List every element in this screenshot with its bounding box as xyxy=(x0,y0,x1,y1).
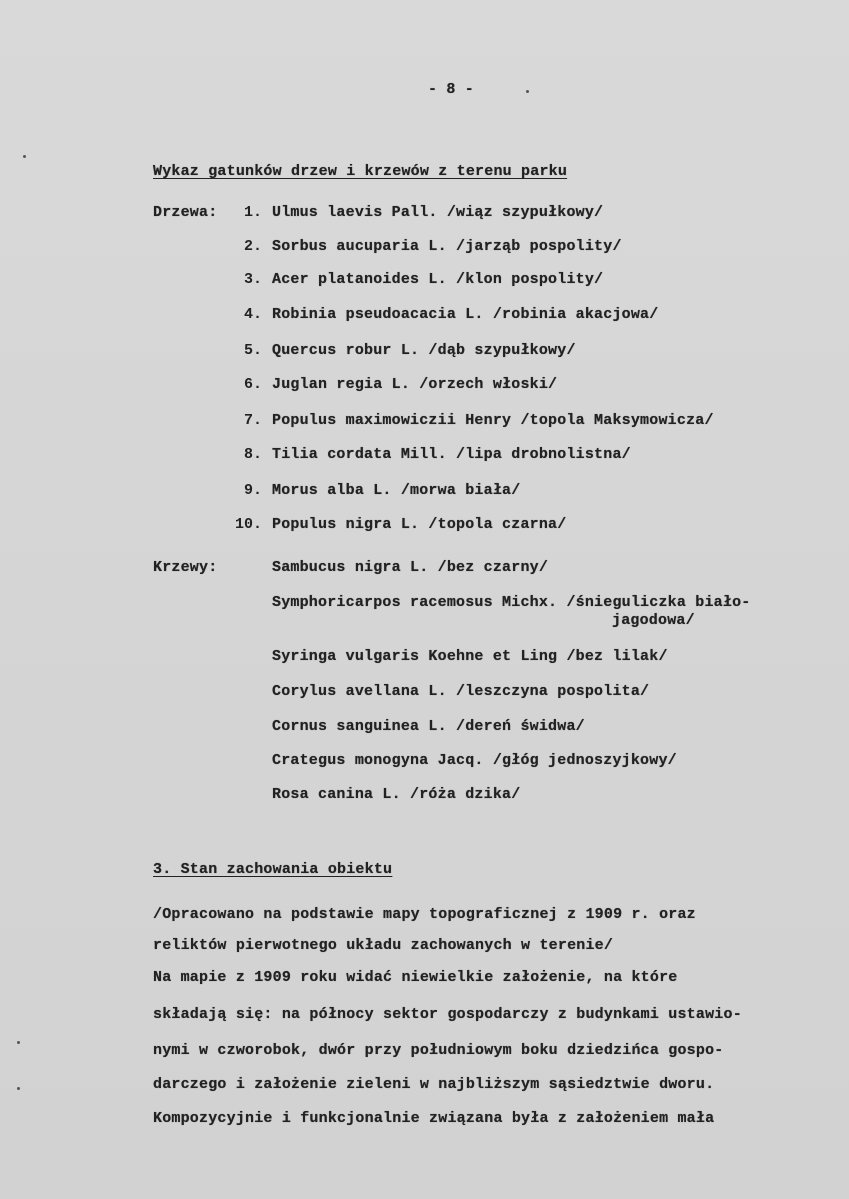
shrubs-label: Krzewy: xyxy=(153,559,218,576)
body-line: nymi w czworobok, dwór przy południowym boku dziedzińca gospo- xyxy=(153,1042,724,1059)
section-3-heading: 3. Stan zachowania obiektu xyxy=(153,861,393,878)
tree-item-text: Morus alba L. /morwa biała/ xyxy=(272,482,521,499)
tree-item-text: Juglan regia L. /orzech włoski/ xyxy=(272,376,558,393)
tree-item-number: 9. xyxy=(243,482,262,499)
scan-speck-mark xyxy=(17,1041,20,1044)
scan-speck-mark xyxy=(17,1087,20,1090)
shrub-item: Crategus monogyna Jacq. /głóg jednoszyjkowy/ xyxy=(272,752,677,769)
trees-label: Drzewa: xyxy=(153,204,218,221)
tree-item-number: 10. xyxy=(234,516,262,533)
body-line: /Opracowano na podstawie mapy topograficznej z 1909 r. oraz xyxy=(153,906,696,923)
page-number: - 8 - xyxy=(428,81,475,98)
tree-item-text: Quercus robur L. /dąb szypułkowy/ xyxy=(272,342,576,359)
shrub-item: Sambucus nigra L. /bez czarny/ xyxy=(272,559,549,576)
shrub-item: Corylus avellana L. /leszczyna pospolita/ xyxy=(272,683,650,700)
body-line: składają się: na północy sektor gospodarczy z budynkami ustawio- xyxy=(153,1006,742,1023)
body-line: darczego i założenie zieleni w najbliższym sąsiedztwie dworu. xyxy=(153,1076,715,1093)
tree-item-text: Sorbus aucuparia L. /jarząb pospolity/ xyxy=(272,238,622,255)
shrub-item: Syringa vulgaris Koehne et Ling /bez lilak/ xyxy=(272,648,668,665)
tree-item-text: Populus nigra L. /topola czarna/ xyxy=(272,516,567,533)
tree-item-number: 6. xyxy=(243,376,262,393)
tree-item-text: Tilia cordata Mill. /lipa drobnolistna/ xyxy=(272,446,631,463)
tree-item-text: Robinia pseudoacacia L. /robinia akacjowa/ xyxy=(272,306,659,323)
tree-item-number: 4. xyxy=(243,306,262,323)
tree-item-text: Acer platanoides L. /klon pospolity/ xyxy=(272,271,604,288)
shrub-item: Rosa canina L. /róża dzika/ xyxy=(272,786,521,803)
shrub-item-continuation: jagodowa/ xyxy=(612,612,695,629)
tree-item-number: 2. xyxy=(243,238,262,255)
species-list-heading: Wykaz gatunków drzew i krzewów z terenu parku xyxy=(153,163,568,180)
shrub-item: Symphoricarpos racemosus Michx. /śnieguliczka biało- xyxy=(272,594,751,611)
body-line: Na mapie z 1909 roku widać niewielkie założenie, na które xyxy=(153,969,678,986)
scan-speck-mark xyxy=(23,155,26,158)
tree-item-number: 1. xyxy=(243,204,262,221)
tree-item-number: 8. xyxy=(243,446,262,463)
body-line: Kompozycyjnie i funkcjonalnie związana była z założeniem mała xyxy=(153,1110,715,1127)
tree-item-text: Ulmus laevis Pall. /wiąz szypułkowy/ xyxy=(272,204,604,221)
scan-speck-mark xyxy=(526,90,529,93)
shrub-item: Cornus sanguinea L. /dereń świdwa/ xyxy=(272,718,585,735)
tree-item-text: Populus maximowiczii Henry /topola Maksymowicza/ xyxy=(272,412,714,429)
tree-item-number: 3. xyxy=(243,271,262,288)
tree-item-number: 7. xyxy=(243,412,262,429)
body-line: reliktów pierwotnego układu zachowanych w terenie/ xyxy=(153,937,614,954)
tree-item-number: 5. xyxy=(243,342,262,359)
